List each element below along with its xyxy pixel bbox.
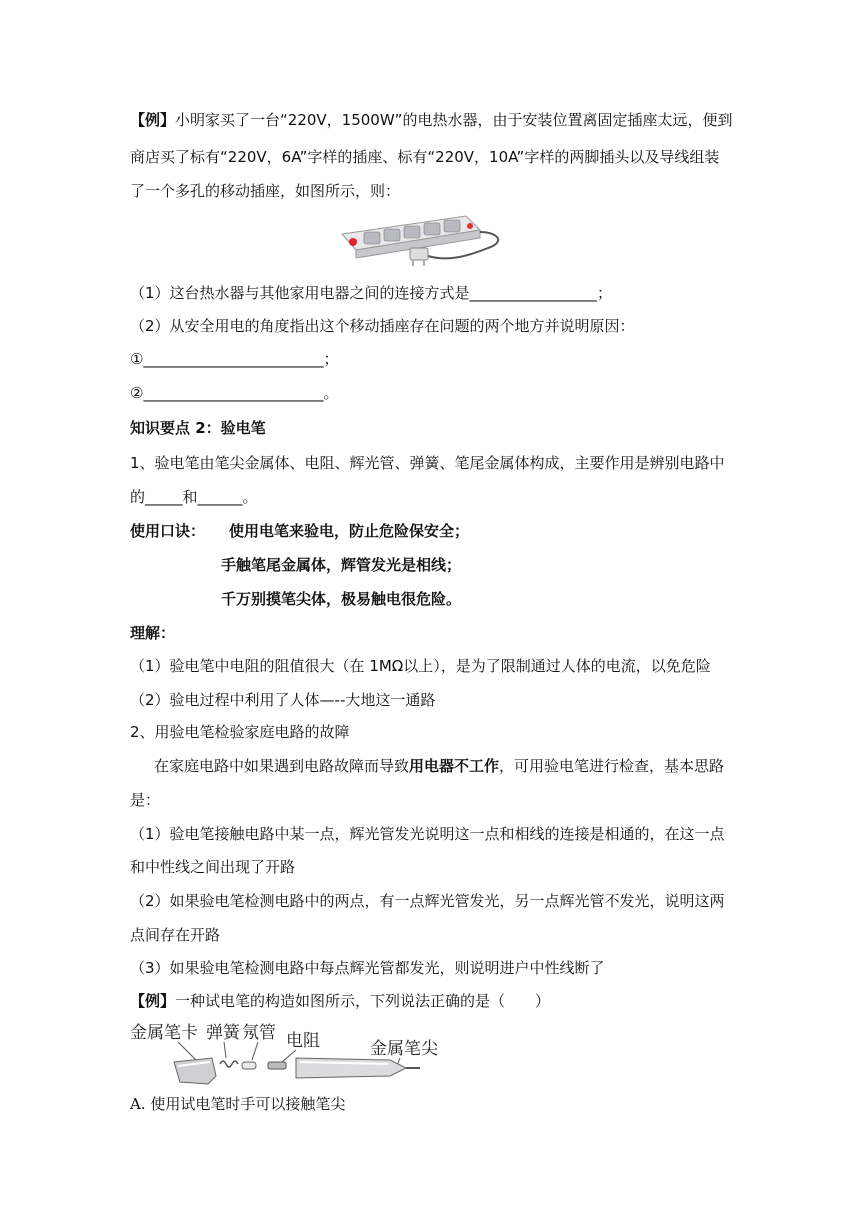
example1-line3: 了一个多孔的移动插座，如图所示，则： — [130, 182, 401, 200]
point2-step2-line1: （2）如果验电笔检测电路中的两点，有一点辉光管发光，另一点辉光管不发光，说明这两 — [130, 892, 725, 910]
point1-line2: 的_____和______。 — [130, 488, 258, 506]
example1-text1: 小明家买了一台“220V，1500W”的电热水器，由于安装位置离固定插座太远，便到 — [175, 111, 733, 129]
label-metal-clip: 金属笔卡 — [130, 1023, 198, 1043]
label-metal-tip: 金属笔尖 — [370, 1039, 438, 1059]
mnemonic-verse3: 千万别摸笔尖体，极易触电很危险。 — [221, 590, 462, 608]
example2-text: 一种试电笔的构造如图所示，下列说法正确的是（ ） — [175, 992, 551, 1010]
question2: （2）从安全用电的角度指出这个移动插座存在问题的两个地方并说明原因： — [130, 317, 635, 335]
mnemonic-verse2: 手触笔尾金属体，辉管发光是相线； — [221, 556, 462, 574]
point2-intro-line2: 是： — [130, 791, 161, 809]
point2-step3: （3）如果验电笔检测电路中每点辉光管都发光，则说明进户中性线断了 — [130, 959, 605, 977]
point2-intro-line1 — [154, 756, 724, 776]
understanding-1: （1）验电笔中电阻的阻值很大（在 1MΩ以上），是为了限制通过人体的电流，以免危险 — [130, 657, 711, 675]
example1-line2: 商店买了标有“220V，6A”字样的插座、标有“220V，10A”字样的两脚插头以及导线组装 — [130, 148, 720, 166]
mnemonic-verse1: 使用电笔来验电，防止危险保安全； — [229, 522, 470, 540]
point2-intro-a: 在家庭电路中如果遇到电路故障而导致 — [154, 757, 410, 775]
point2-step2-line2: 点间存在开路 — [130, 926, 221, 944]
answer-blank-1: ①________________________； — [130, 350, 339, 368]
label-spring: 弹簧 — [206, 1023, 240, 1043]
point1-line1: 1、验电笔由笔尖金属体、电阻、辉光管、弹簧、笔尾金属体构成，主要作用是辨别电路中 — [130, 454, 725, 472]
example2-tag: 【例】 — [130, 992, 176, 1010]
example2-question — [130, 991, 550, 1011]
test-pencil-diagram — [128, 1018, 458, 1090]
mnemonic-line1 — [130, 521, 469, 541]
label-neon-tube: 氖管 — [242, 1023, 276, 1043]
power-strip-image — [338, 212, 510, 268]
question1: （1）这台热水器与其他家用电器之间的连接方式是_________________； — [130, 284, 613, 302]
point2-step1-line1: （1）验电笔接触电路中某一点，辉光管发光说明这一点和相线的连接是相通的，在这一点 — [130, 825, 725, 843]
example1-line1 — [130, 110, 732, 130]
point2-intro-bold: 用电器不工作 — [409, 757, 500, 775]
point2-intro-b: ，可用验电笔进行检查，基本思路 — [499, 757, 725, 775]
example1-tag: 【例】 — [130, 111, 176, 129]
option-a: A. 使用试电笔时手可以接触笔尖 — [130, 1095, 346, 1113]
understanding-heading: 理解： — [130, 624, 176, 642]
point2-heading: 2、用验电笔检验家庭电路的故障 — [130, 723, 350, 741]
label-resistor: 电阻 — [286, 1031, 320, 1051]
answer-blank-2: ②________________________。 — [130, 384, 339, 402]
mnemonic-label: 使用口诀： — [130, 522, 206, 540]
point2-step1-line2: 和中性线之间出现了开路 — [130, 858, 296, 876]
understanding-2: （2）验电过程中利用了人体—--大地这一通路 — [130, 691, 436, 709]
section-heading: 知识要点 2：验电笔 — [130, 419, 266, 437]
